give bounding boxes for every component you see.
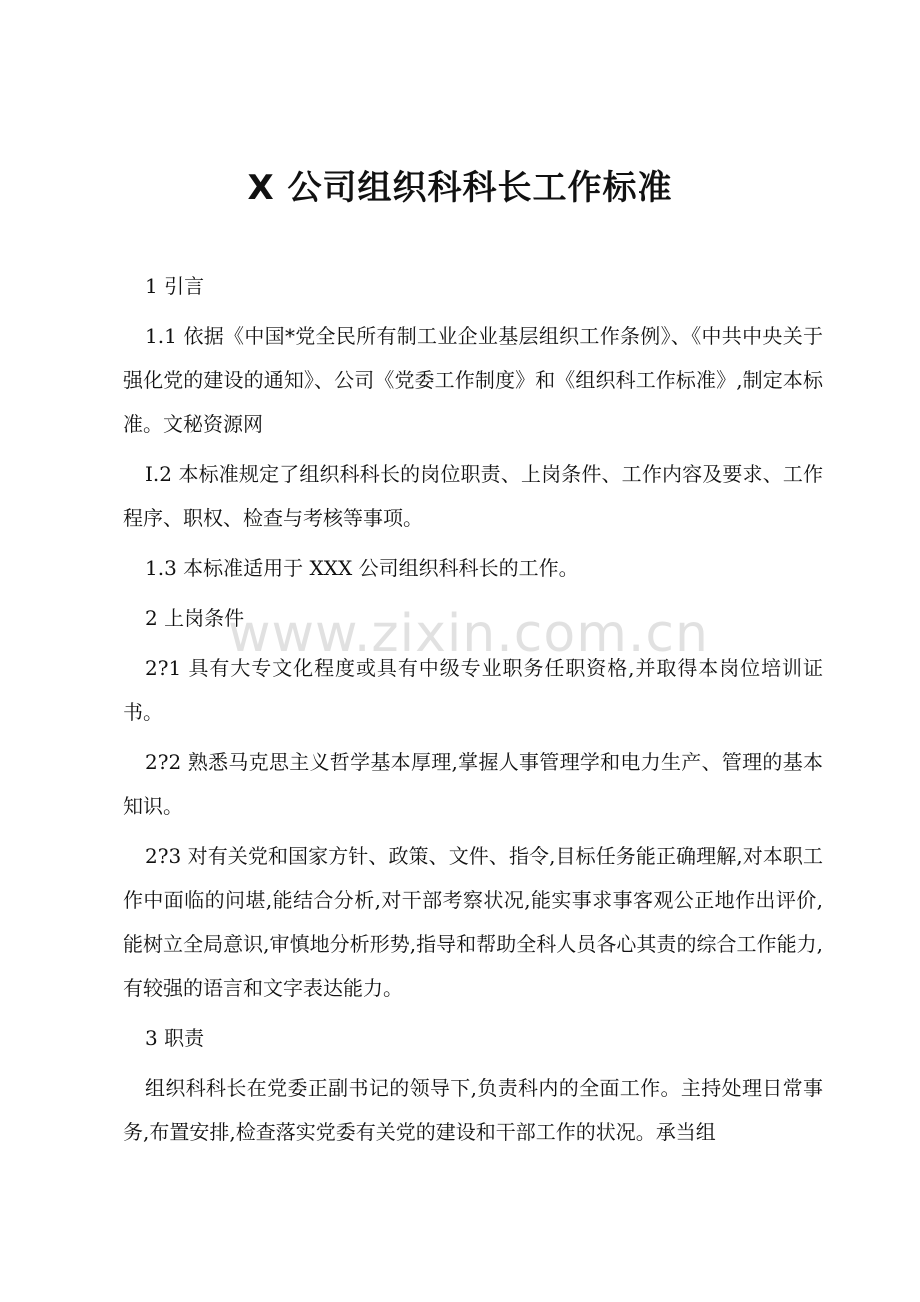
section-heading-intro: 1 引言 — [145, 274, 205, 298]
section-heading-qualifications: 2 上岗条件 — [145, 606, 245, 630]
paragraph-1-1: 1.1 依据《中国*党全民所有制工业企业基层组织工作条例》、《中共中央关于强化党的建设的通知》、公司《党委工作制度》和《组织科工作标准》,制定本标准。文秘资源网 — [123, 324, 823, 436]
paragraph-1-2: I.2 本标准规定了组织科科长的岗位职责、上岗条件、工作内容及要求、工作程序、职权、检查与考核等事项。 — [123, 462, 823, 530]
watermark: www.zixin.com.cn — [228, 604, 709, 664]
paragraph-2-3: 2?3 对有关党和国家方针、政策、文件、指令,目标任务能正确理解,对本职工作中面临的问堪,能结合分析,对干部考察状况,能实事求事客观公正地作出评价,能树立全局意识,审慎地分析形势,指导和帮助全科人员各心其责的综合工作能力,有较强的语言和文字表达能力。 — [123, 844, 823, 1000]
paragraph-2-2: 2?2 熟悉马克思主义哲学基本厚理,掌握人事管理学和电力生产、管理的基本知识。 — [123, 750, 823, 818]
section-heading-duties: 3 职责 — [145, 1026, 205, 1050]
paragraph-1-3: 1.3 本标准适用于 XXX 公司组织科科长的工作。 — [145, 556, 579, 580]
document-title: X 公司组织科科长工作标准 — [247, 168, 673, 208]
document-body — [123, 264, 823, 1160]
paragraph-3-body: 组织科科长在党委正副书记的领导下,负责科内的全面工作。主持处理日常事务,布置安排,检查落实党委有关党的建设和干部工作的状况。承当组 — [123, 1076, 823, 1144]
paragraph-2-1: 2?1 具有大专文化程度或具有中级专业职务任职资格,并取得本岗位培训证书。 — [123, 656, 823, 724]
